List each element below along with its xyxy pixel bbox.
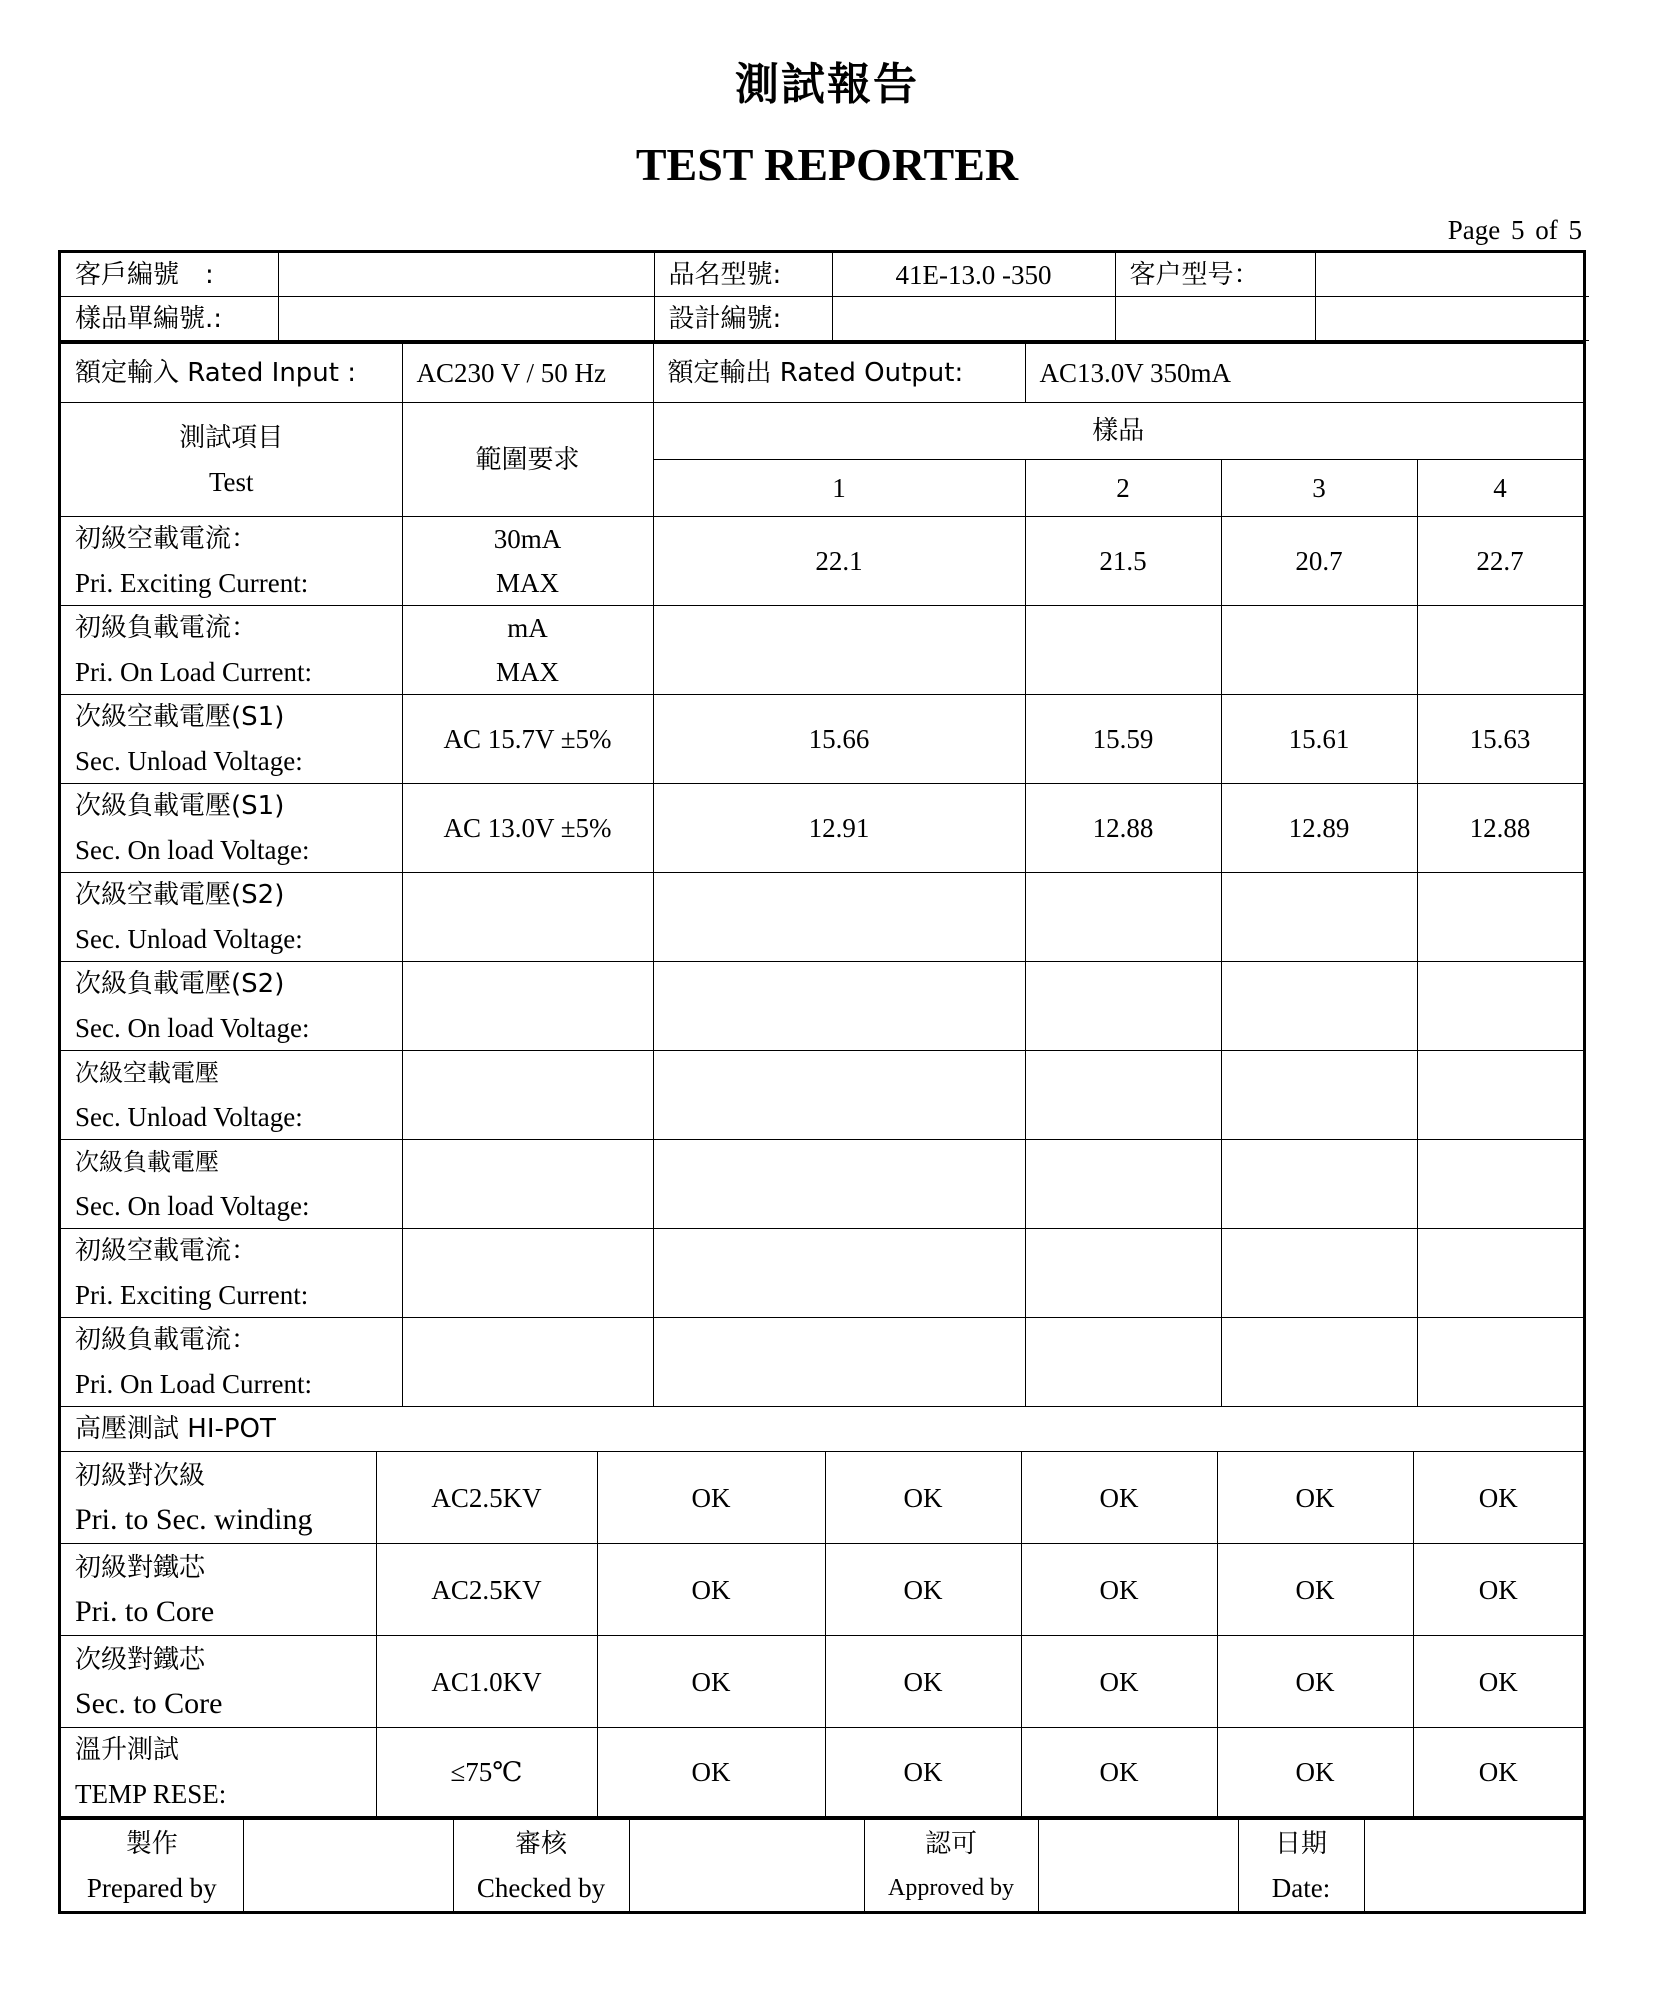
temp-range: ≤75℃ — [376, 1728, 597, 1817]
sample-value — [1221, 1229, 1417, 1318]
meta-empty-1 — [1115, 297, 1315, 341]
sample-value: 12.91 — [653, 784, 1025, 873]
date-en: Date: — [1271, 1873, 1331, 1903]
sample-value: 15.61 — [1221, 695, 1417, 784]
test-item-en: Sec. Unload Voltage: — [75, 1102, 303, 1132]
customer-no-label: 客戶編號 : — [61, 253, 278, 297]
range-line-1: mA — [507, 613, 548, 643]
temp-value: OK — [825, 1728, 1021, 1817]
hipot-item-en: Sec. to Core — [75, 1686, 223, 1720]
hipot-value: OK — [1021, 1636, 1217, 1728]
product-model-value: 41E-13.0 -350 — [832, 253, 1115, 297]
test-item-cn: 次級空載電壓(S2) — [75, 880, 285, 910]
test-item-range: AC 15.7V ±5% — [402, 695, 653, 784]
hipot-title-row — [61, 1407, 1583, 1452]
temp-item-name — [61, 1728, 376, 1817]
sample-value — [1025, 1140, 1221, 1229]
sample-value: 21.5 — [1025, 517, 1221, 606]
test-item-en: Pri. Exciting Current: — [75, 568, 309, 598]
test-item-range — [402, 606, 653, 695]
hipot-value: OK — [1217, 1636, 1413, 1728]
hipot-value: OK — [597, 1452, 825, 1544]
rating-row — [61, 343, 1583, 403]
test-item-en: Sec. On load Voltage: — [75, 835, 310, 865]
test-row-10 — [61, 1318, 1583, 1407]
test-row-1 — [61, 517, 1583, 606]
test-row-2 — [61, 606, 1583, 695]
test-item-cn: 初級空載電流： — [75, 1236, 258, 1266]
hipot-value: OK — [1413, 1544, 1583, 1636]
test-item-en: Sec. On load Voltage: — [75, 1013, 310, 1043]
sample-value: 12.89 — [1221, 784, 1417, 873]
page-number: Page 5 of 5 — [1447, 215, 1582, 245]
sample-value — [653, 962, 1025, 1051]
hipot-value: OK — [597, 1636, 825, 1728]
test-item-range — [402, 1318, 653, 1407]
hipot-value: OK — [1021, 1544, 1217, 1636]
range-line-2: MAX — [495, 657, 559, 687]
meta-table — [61, 253, 1589, 341]
sample-value — [1417, 962, 1583, 1051]
hipot-row-1 — [61, 1452, 1583, 1544]
report-title-chinese: 測試報告 — [735, 59, 919, 110]
date-cn: 日期 — [1274, 1829, 1327, 1859]
checked-by-label — [453, 1819, 629, 1913]
approved-en: Approved by — [888, 1875, 1014, 1901]
test-item-en: Sec. Unload Voltage: — [75, 924, 303, 954]
test-row-6 — [61, 962, 1583, 1051]
hipot-table — [61, 1452, 1583, 1817]
approved-by-label — [864, 1819, 1038, 1913]
hipot-range: AC2.5KV — [376, 1452, 597, 1544]
hipot-row-3 — [61, 1636, 1583, 1728]
test-item-en: Pri. On Load Current: — [75, 657, 312, 687]
rated-input-value: AC230 V / 50 Hz — [402, 343, 653, 403]
test-item-cn: 次級負載電壓(S1) — [75, 791, 285, 821]
test-row-7 — [61, 1051, 1583, 1140]
sample-number-4: 4 — [1417, 460, 1583, 517]
checked-en: Checked by — [476, 1873, 606, 1903]
test-item-range — [402, 1140, 653, 1229]
rated-input-label: 額定輸入 Rated Input : — [61, 343, 402, 403]
prepared-cn: 製作 — [125, 1829, 178, 1859]
test-item-range — [402, 873, 653, 962]
sample-no-value — [278, 297, 654, 341]
prepared-en: Prepared by — [86, 1873, 217, 1903]
sample-value — [653, 1140, 1025, 1229]
sample-value — [1221, 873, 1417, 962]
hipot-row-2 — [61, 1544, 1583, 1636]
test-row-9 — [61, 1229, 1583, 1318]
signoff-row — [61, 1819, 1583, 1913]
temp-value: OK — [597, 1728, 825, 1817]
sample-value — [653, 1229, 1025, 1318]
test-header-en: Test — [208, 466, 254, 497]
approved-by-signature — [1038, 1819, 1238, 1913]
test-row-3 — [61, 695, 1583, 784]
sample-value — [1221, 962, 1417, 1051]
customer-model-label: 客户型号： — [1115, 253, 1315, 297]
checked-cn: 審核 — [514, 1829, 567, 1859]
test-table — [61, 341, 1583, 1452]
sample-value — [653, 606, 1025, 695]
test-item-name — [61, 1229, 402, 1318]
report-title-english: TEST REPORTER — [635, 139, 1019, 190]
approved-cn: 認可 — [924, 1829, 977, 1859]
test-item-cn: 次級空載電壓 — [75, 1059, 219, 1087]
temp-value: OK — [1413, 1728, 1583, 1817]
sample-value: 15.63 — [1417, 695, 1583, 784]
sample-number-3: 3 — [1221, 460, 1417, 517]
sample-no-label: 樣品單編號.: — [61, 297, 278, 341]
test-item-name — [61, 962, 402, 1051]
meta-row-sample — [61, 297, 1589, 341]
range-line-2: MAX — [495, 568, 559, 598]
test-row-4 — [61, 784, 1583, 873]
hipot-item-en: Pri. to Sec. winding — [75, 1502, 313, 1536]
sample-value: 12.88 — [1417, 784, 1583, 873]
prepared-by-signature — [243, 1819, 453, 1913]
hipot-item-name — [61, 1452, 376, 1544]
test-item-cn: 次級負載電壓 — [75, 1148, 219, 1176]
hipot-value: OK — [825, 1452, 1021, 1544]
prepared-by-label — [61, 1819, 243, 1913]
sample-number-2: 2 — [1025, 460, 1221, 517]
sample-value — [1025, 1229, 1221, 1318]
sample-value — [1417, 1051, 1583, 1140]
hipot-title: 高壓測試 HI-POT — [61, 1407, 1583, 1452]
hipot-value: OK — [1217, 1544, 1413, 1636]
sample-value — [653, 1318, 1025, 1407]
sample-value — [1221, 1318, 1417, 1407]
test-item-en: Pri. On Load Current: — [75, 1369, 312, 1399]
test-item-name — [61, 784, 402, 873]
hipot-value: OK — [1413, 1636, 1583, 1728]
hipot-item-name — [61, 1636, 376, 1728]
customer-model-value — [1315, 253, 1589, 297]
test-item-cn: 次級空載電壓(S1) — [75, 702, 285, 732]
test-item-en: Sec. Unload Voltage: — [75, 746, 303, 776]
test-item-name — [61, 1140, 402, 1229]
sample-value — [1417, 1229, 1583, 1318]
test-row-5 — [61, 873, 1583, 962]
sample-value — [1025, 962, 1221, 1051]
date-label — [1238, 1819, 1364, 1913]
meta-row-customer — [61, 253, 1589, 297]
sample-value — [1025, 1318, 1221, 1407]
hipot-value: OK — [1217, 1452, 1413, 1544]
test-item-range — [402, 962, 653, 1051]
test-item-range — [402, 1229, 653, 1318]
design-no-value — [832, 297, 1115, 341]
checked-by-signature — [629, 1819, 864, 1913]
temp-item-en: TEMP RESE: — [75, 1779, 227, 1809]
range-line-1: 30mA — [493, 524, 562, 554]
test-item-range — [402, 1051, 653, 1140]
sample-value — [1417, 873, 1583, 962]
test-row-8 — [61, 1140, 1583, 1229]
sample-value: 12.88 — [1025, 784, 1221, 873]
test-item-en: Sec. On load Voltage: — [75, 1191, 310, 1221]
hipot-value: OK — [597, 1544, 825, 1636]
sample-value — [653, 873, 1025, 962]
sample-value — [1221, 606, 1417, 695]
hipot-value: OK — [1413, 1452, 1583, 1544]
temp-rise-row — [61, 1728, 1583, 1817]
sample-value: 22.7 — [1417, 517, 1583, 606]
test-item-name — [61, 873, 402, 962]
hipot-range: AC1.0KV — [376, 1636, 597, 1728]
test-column-header — [61, 403, 402, 517]
test-item-en: Pri. Exciting Current: — [75, 1280, 309, 1310]
sample-value: 20.7 — [1221, 517, 1417, 606]
test-item-range: AC 13.0V ±5% — [402, 784, 653, 873]
design-no-label: 設計編號: — [654, 297, 832, 341]
hipot-value: OK — [825, 1544, 1021, 1636]
sample-value — [1025, 1051, 1221, 1140]
sample-value: 15.59 — [1025, 695, 1221, 784]
column-header-row-1 — [61, 403, 1583, 460]
test-item-name — [61, 1051, 402, 1140]
test-item-range — [402, 517, 653, 606]
hipot-value: OK — [1021, 1452, 1217, 1544]
hipot-item-cn: 初級對次級 — [75, 1460, 206, 1491]
temp-item-cn: 溫升測試 — [75, 1735, 180, 1765]
sample-value: 15.66 — [653, 695, 1025, 784]
hipot-range: AC2.5KV — [376, 1544, 597, 1636]
test-item-cn: 初級空載電流： — [75, 524, 258, 554]
sample-value — [1417, 1318, 1583, 1407]
test-item-name — [61, 517, 402, 606]
temp-value: OK — [1217, 1728, 1413, 1817]
date-value — [1364, 1819, 1583, 1913]
test-item-name — [61, 606, 402, 695]
hipot-item-name — [61, 1544, 376, 1636]
sample-number-1: 1 — [653, 460, 1025, 517]
sample-value — [653, 1051, 1025, 1140]
report-table-frame — [58, 250, 1586, 1914]
customer-no-value — [278, 253, 654, 297]
test-header-cn: 測試項目 — [179, 422, 284, 453]
sample-value — [1025, 873, 1221, 962]
signoff-table — [61, 1817, 1583, 1912]
rated-output-label: 額定輸出 Rated Output: — [653, 343, 1025, 403]
sample-value: 22.1 — [653, 517, 1025, 606]
hipot-value: OK — [825, 1636, 1021, 1728]
sample-value — [1221, 1051, 1417, 1140]
samples-header: 樣品 — [653, 403, 1583, 460]
test-item-name — [61, 695, 402, 784]
test-item-cn: 次級負載電壓(S2) — [75, 969, 285, 999]
rated-output-value: AC13.0V 350mA — [1025, 343, 1583, 403]
test-item-cn: 初級負載電流： — [75, 1325, 258, 1355]
sample-value — [1221, 1140, 1417, 1229]
test-item-cn: 初級負載電流： — [75, 613, 258, 643]
sample-value — [1417, 606, 1583, 695]
hipot-item-cn: 初級對鐵芯 — [75, 1552, 206, 1583]
sample-value — [1417, 1140, 1583, 1229]
meta-empty-2 — [1315, 297, 1589, 341]
sample-value — [1025, 606, 1221, 695]
test-item-name — [61, 1318, 402, 1407]
range-column-header: 範圍要求 — [402, 403, 653, 517]
temp-value: OK — [1021, 1728, 1217, 1817]
hipot-item-cn: 次级對鐵芯 — [75, 1644, 206, 1675]
hipot-item-en: Pri. to Core — [75, 1594, 215, 1628]
product-model-label: 品名型號: — [654, 253, 832, 297]
